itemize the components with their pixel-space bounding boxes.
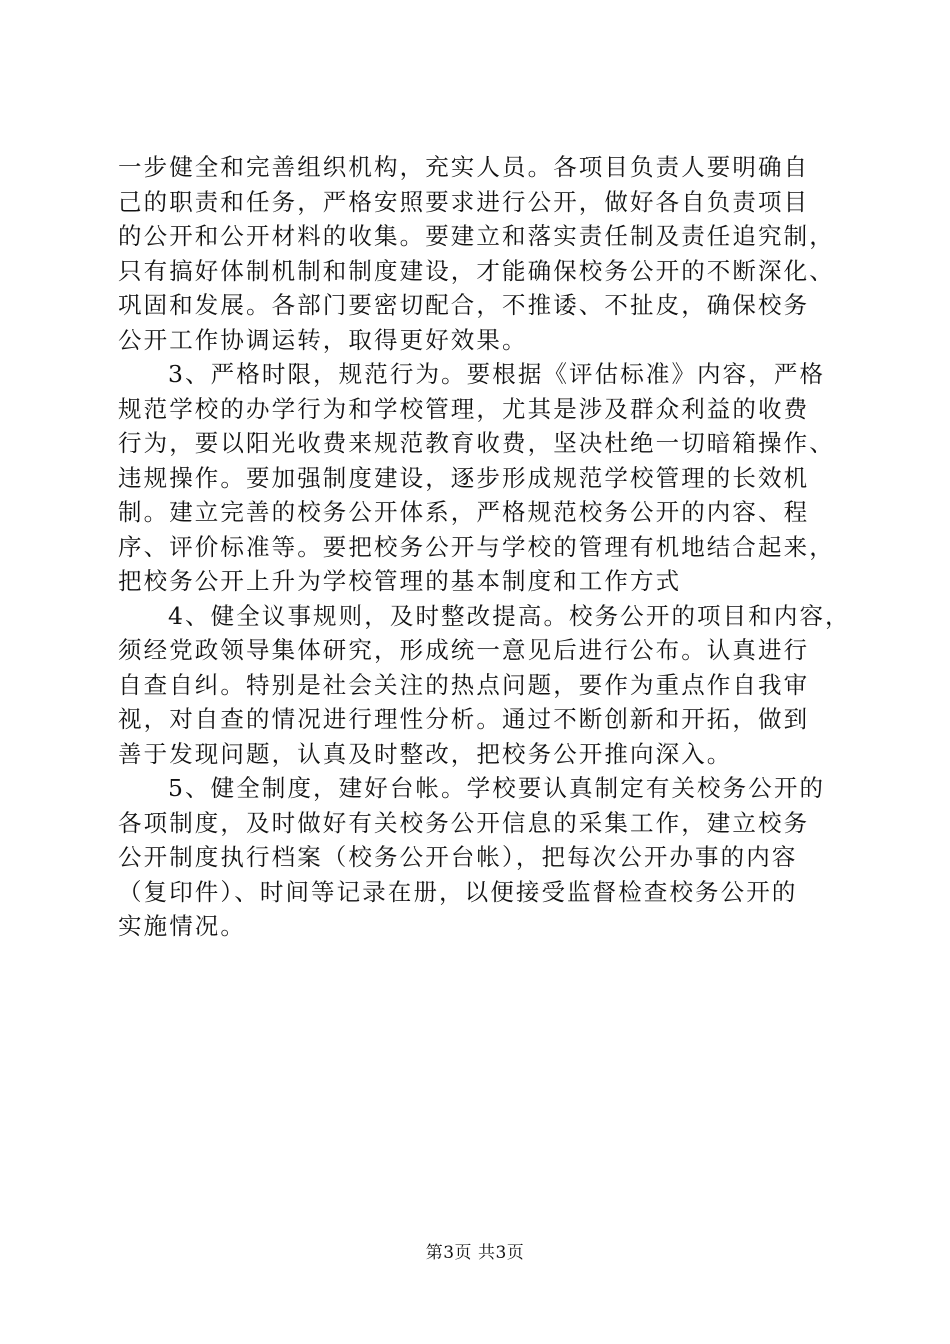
document-body — [118, 150, 851, 944]
text-line: 实施情况。 — [118, 912, 246, 940]
text-line: 的公开和公开材料的收集。要建立和落实责任制及责任追究制， — [118, 222, 835, 250]
text-line: 公开工作协调运转，取得更好效果。 — [118, 325, 528, 354]
text-line: 善于发现问题，认真及时整改，把校务公开推向深入。 — [118, 739, 733, 768]
text-line: 行为，要以阳光收费来规范教育收费，坚决杜绝一切暗箱操作、 — [118, 429, 835, 457]
text-line: 4、健全议事规则，及时整改提高。校务公开的项目和内容， — [168, 601, 851, 630]
text-line: 3、严格时限，规范行为。要根据《评估标准》内容，严格 — [168, 360, 826, 388]
page-footer: 第3页 共3页 — [425, 1243, 525, 1263]
text-line: 违规操作。要加强制度建设，逐步形成规范学校管理的长效机 — [118, 463, 810, 492]
paragraph-4 — [118, 771, 838, 944]
paragraph-3 — [118, 599, 851, 772]
text-line: 一步健全和完善组织机构，充实人员。各项目负责人要明确自 — [118, 153, 810, 181]
text-line: 5、健全制度，建好台帐。学校要认真制定有关校务公开的 — [168, 774, 826, 802]
text-line: 视，对自查的情况进行理性分析。通过不断创新和开拓，做到 — [118, 705, 810, 733]
paragraph-2 — [118, 357, 838, 599]
text-line: 各项制度，及时做好有关校务公开信息的采集工作，建立校务 — [118, 808, 810, 837]
text-line: （复印件）、时间等记录在册，以便接受监督检查校务公开的 — [118, 877, 798, 906]
text-line: 规范学校的办学行为和学校管理，尤其是涉及群众利益的收费 — [118, 394, 810, 423]
text-line: 把校务公开上升为学校管理的基本制度和工作方式 — [118, 567, 682, 595]
paragraph-1 — [118, 150, 838, 357]
text-line: 公开制度执行档案（校务公开台帐），把每次公开办事的内容 — [118, 843, 798, 871]
text-line: 制。建立完善的校务公开体系，严格规范校务公开的内容、程 — [118, 498, 810, 526]
text-line: 自查自纠。特别是社会关注的热点问题，要作为重点作自我审 — [118, 670, 810, 699]
text-line: 只有搞好体制机制和制度建设，才能确保校务公开的不断深化、 — [118, 256, 835, 285]
text-line: 序、评价标准等。要把校务公开与学校的管理有机地结合起来， — [118, 532, 835, 561]
text-line: 须经党政领导集体研究，形成统一意见后进行公布。认真进行 — [118, 636, 810, 664]
text-line: 己的职责和任务，严格安照要求进行公开，做好各自负责项目 — [118, 187, 810, 216]
text-line: 巩固和发展。各部门要密切配合，不推诿、不扯皮，确保校务 — [118, 291, 810, 319]
